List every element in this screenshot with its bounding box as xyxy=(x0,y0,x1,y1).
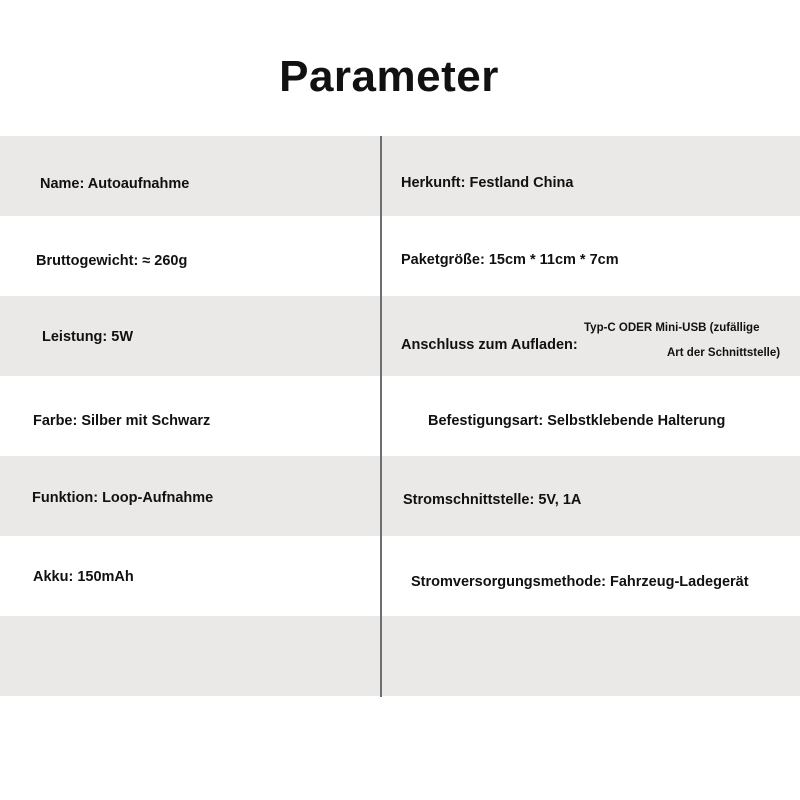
param-name: Name: Autoaufnahme xyxy=(40,176,190,192)
param-power-supply-method: Stromversorgungsmethode: Fahrzeug-Ladegerät xyxy=(411,574,749,590)
param-color: Farbe: Silber mit Schwarz xyxy=(33,413,211,429)
param-charging-port-label: Anschluss zum Aufladen: xyxy=(401,337,578,353)
param-charging-port-value-line2: Art der Schnittstelle) xyxy=(667,347,781,359)
page-title: Parameter xyxy=(279,52,499,101)
param-power: Leistung: 5W xyxy=(42,329,134,345)
param-gross-weight: Bruttogewicht: ≈ 260g xyxy=(36,253,188,269)
param-origin: Herkunft: Festland China xyxy=(401,175,574,191)
param-power-interface: Stromschnittstelle: 5V, 1A xyxy=(403,492,582,508)
param-function: Funktion: Loop-Aufnahme xyxy=(32,490,214,506)
param-battery: Akku: 150mAh xyxy=(33,569,134,585)
param-charging-port-value-line1: Typ-C ODER Mini-USB (zufällige xyxy=(584,322,760,334)
param-mounting: Befestigungsart: Selbstklebende Halterung xyxy=(428,413,726,429)
column-divider xyxy=(380,136,382,697)
table-row-empty xyxy=(0,616,800,696)
param-package-size: Paketgröße: 15cm * 11cm * 7cm xyxy=(401,252,619,268)
